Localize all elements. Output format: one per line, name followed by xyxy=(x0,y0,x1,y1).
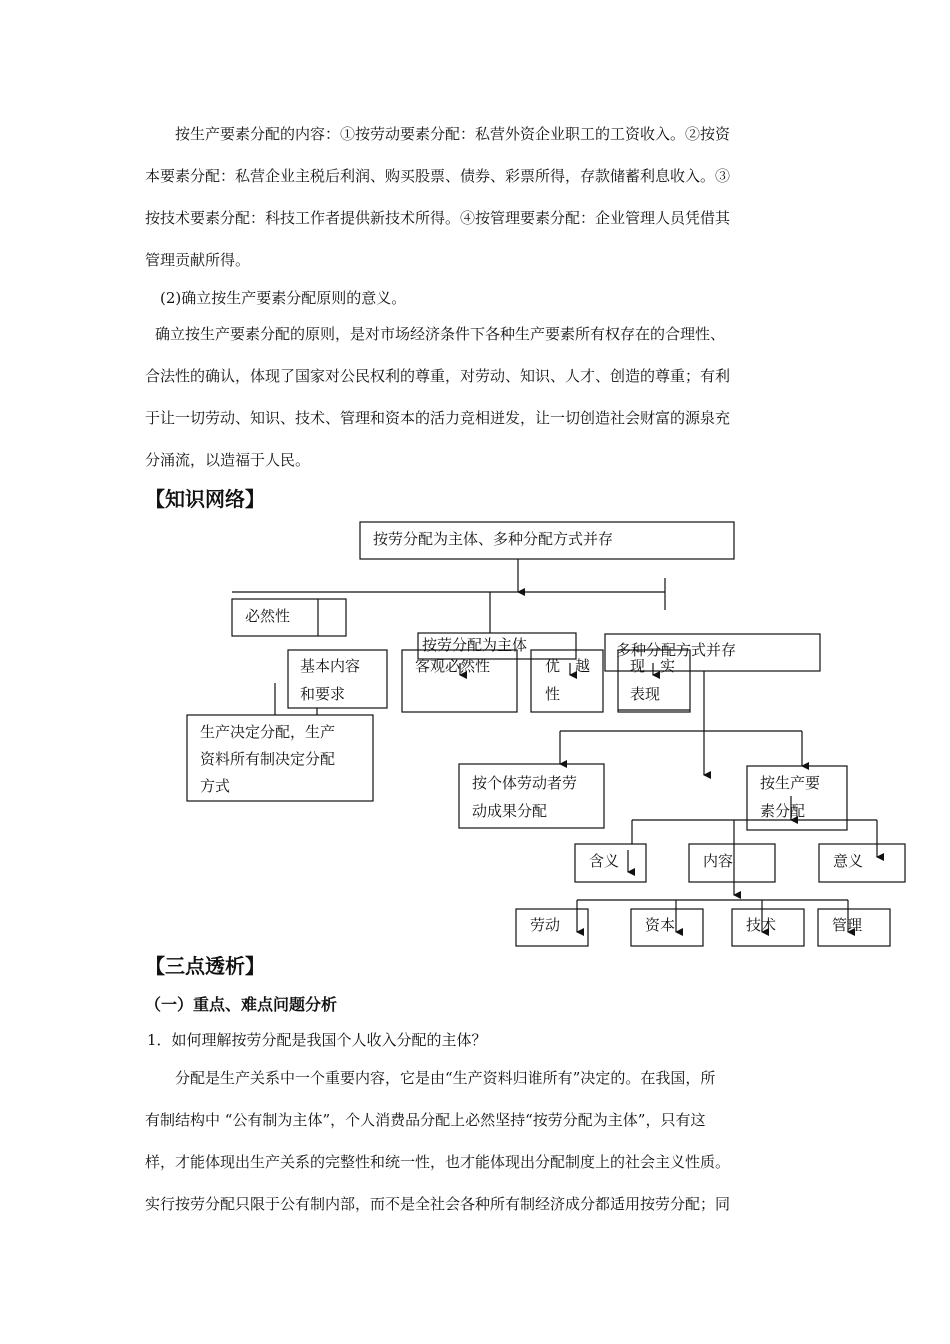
label-multi: 多种分配方式并存 xyxy=(616,641,737,659)
subsection-heading: （一）重点、难点问题分析 xyxy=(145,995,338,1014)
paragraph-heading: (2)确立按生产要素分配原则的意义。 xyxy=(160,289,407,307)
label-basic-line1: 基本内容 xyxy=(300,657,361,675)
paragraph-line: 按生产要素分配的内容：①按劳动要素分配：私营外资企业职工的工资收入。②按资 xyxy=(175,125,731,143)
label-individual-line2: 动成果分配 xyxy=(472,802,548,820)
paragraph-line: 有制结构中 “公有制为主体”，个人消费品分配上必然坚持“按劳分配为主体”，只有这 xyxy=(145,1111,706,1129)
paragraph-line: 样，才能体现出生产关系的完整性和统一性，也才能体现出分配制度上的社会主义性质。 xyxy=(145,1153,731,1171)
label-meaning: 含义 xyxy=(589,852,620,870)
label-reality-line2: 表现 xyxy=(630,685,661,703)
label-individual-line1: 按个体劳动者劳 xyxy=(472,774,578,792)
label-production-line3: 方式 xyxy=(200,777,231,795)
label-tech: 技术 xyxy=(746,916,777,934)
paragraph-line: 按技术要素分配：科技工作者提供新技术所得。④按管理要素分配：企业管理人员凭借其 xyxy=(145,209,731,227)
paragraph-line: 分涌流，以造福于人民。 xyxy=(145,451,311,469)
label-factor-line1: 按生产要 xyxy=(760,774,821,792)
paragraph-line: 实行按劳分配只限于公有制内部，而不是全社会各种所有制经济成分都适用按劳分配；同 xyxy=(145,1195,731,1213)
paragraph-line: 合法性的确认，体现了国家对公民权利的尊重，对劳动、知识、人才、创造的尊重；有利 xyxy=(145,367,731,385)
section-heading-analysis: 【三点透析】 xyxy=(145,954,265,978)
label-significance: 意义 xyxy=(833,852,864,870)
label-superior-line2: 性 xyxy=(545,685,561,703)
label-production-line1: 生产决定分配，生产 xyxy=(200,723,336,741)
paragraph-line: 分配是生产关系中一个重要内容，它是由“生产资料归谁所有”决定的。在我国，所 xyxy=(175,1069,716,1087)
knowledge-network-diagram xyxy=(0,500,950,950)
paragraph-line: 于让一切劳动、知识、技术、管理和资本的活力竞相迸发，让一切创造社会财富的源泉充 xyxy=(145,409,731,427)
label-objective: 客观必然性 xyxy=(415,657,491,675)
label-content: 内容 xyxy=(703,852,734,870)
section-heading-network: 【知识网络】 xyxy=(145,487,265,511)
paragraph-line: 本要素分配：私营企业主税后利润、购买股票、债券、彩票所得，存款储蓄利息收入。③ xyxy=(145,167,731,185)
label-labor: 劳动 xyxy=(530,916,561,934)
paragraph-line: 管理贡献所得。 xyxy=(145,251,251,269)
label-production-line2: 资料所有制决定分配 xyxy=(200,750,336,768)
label-capital: 资本 xyxy=(645,916,676,934)
label-top: 按劳分配为主体、多种分配方式并存 xyxy=(373,530,614,548)
label-necessity: 必然性 xyxy=(245,607,291,625)
question-title: 1．如何理解按劳分配是我国个人收入分配的主体？ xyxy=(147,1031,487,1049)
label-factor-line2: 素分配 xyxy=(760,802,806,820)
label-mgmt: 管理 xyxy=(832,916,863,934)
label-superior-line1: 优 越 xyxy=(545,657,591,675)
label-basic-line2: 和要求 xyxy=(300,685,346,703)
paragraph-line: 确立按生产要素分配的原则，是对市场经济条件下各种生产要素所有权存在的合理性、 xyxy=(155,325,726,343)
label-labor-main: 按劳分配为主体 xyxy=(422,636,528,654)
label-reality-line1: 现 实 xyxy=(630,657,676,675)
